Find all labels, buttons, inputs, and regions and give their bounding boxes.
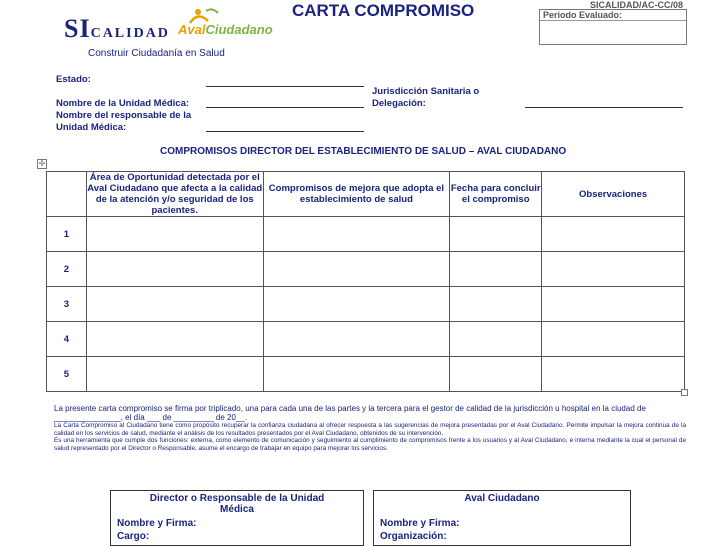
table-row	[47, 357, 685, 392]
director-title-2: Médica	[220, 504, 254, 515]
observaciones-cell[interactable]	[542, 322, 685, 357]
observaciones-cell[interactable]	[542, 357, 685, 392]
aval-title: Aval Ciudadano	[464, 493, 540, 504]
logo-aval-text: Aval	[178, 22, 206, 37]
aval-ciudadano-logo	[178, 22, 273, 37]
observaciones-cell[interactable]	[542, 252, 685, 287]
fecha-cell[interactable]	[450, 357, 542, 392]
jurisdiccion-label-2: Delegación:	[372, 98, 426, 109]
estado-label: Estado:	[56, 74, 91, 85]
jurisdiccion-label-1: Jurisdicción Sanitaria o	[372, 86, 480, 97]
fecha-cell[interactable]	[450, 252, 542, 287]
row-number: 1	[47, 217, 87, 252]
estado-input[interactable]	[206, 86, 364, 87]
slogan: Construir Ciudadanía en Salud	[88, 48, 225, 59]
section-title: COMPROMISOS DIRECTOR DEL ESTABLECIMIENTO DE SALUD – AVAL CIUDADANO	[160, 146, 567, 157]
table-header-row	[47, 172, 685, 217]
page-title: CARTA COMPROMISO	[292, 1, 475, 20]
period-input[interactable]	[541, 22, 685, 43]
header-number	[47, 172, 87, 217]
aval-name-label: Nombre y Firma:	[380, 518, 460, 529]
paragraph-small-1: La Carta Compromiso al Ciudadano tiene como propósito recuperar la confianza ciudadana al ofrecer respuesta a las sugerencias de mejora presentadas por el Aval Ciudadano. Permite impulsar la mejora continua de la calidad en los servicios de salud, mediante el análisis de los resultados presentados por el Aval Ciudadano, obtenidos de su intervención.	[54, 422, 686, 437]
observaciones-cell[interactable]	[542, 217, 685, 252]
director-signature-box	[110, 490, 364, 546]
table-row	[47, 252, 685, 287]
compromiso-cell[interactable]	[263, 322, 450, 357]
unidad-input[interactable]	[206, 107, 364, 108]
aval-org-label: Organización:	[380, 531, 447, 542]
header-observaciones: Observaciones	[542, 172, 685, 217]
logo-ciudadano-text: Ciudadano	[205, 22, 273, 37]
legal-paragraph	[54, 404, 686, 452]
paragraph-small-2: Es una herramienta que cumple dos funciones: externa, como elemento de comunicación y seguimiento al cumplimiento de compromisos frente a los usuarios y al Aval Ciudadano, e interna mediante la cual el personal de salud representado por el Director o Responsable, asume el encargo de trabajar en equipo para mejorar los servicios.	[54, 437, 686, 452]
document-code: SICALIDAD/AC-CC/08	[590, 0, 684, 10]
table-row	[47, 322, 685, 357]
responsable-input[interactable]	[206, 131, 364, 132]
compromiso-cell[interactable]	[263, 357, 450, 392]
director-role-label: Cargo:	[117, 531, 150, 542]
paragraph-line-2: _______________, el día ___ de _________ de 20__.	[54, 413, 248, 422]
sicalidad-logo	[64, 14, 170, 44]
fecha-cell[interactable]	[450, 217, 542, 252]
area-cell[interactable]	[86, 287, 263, 322]
table-row	[47, 217, 685, 252]
header-area: Área de Oportunidad detectada por el Aval Ciudadano que afecta a la calidad de la atención y/o seguridad de los pacientes.	[87, 172, 263, 216]
commitments-table	[46, 171, 685, 392]
fecha-cell[interactable]	[450, 322, 542, 357]
responsable-label-2: Unidad Médica:	[56, 122, 127, 133]
aval-signature-box	[373, 490, 631, 546]
paragraph-line-1: La presente carta compromiso se firma por triplicado, una para cada una de las partes y la tercera para el gestor de calidad de la jurisdicción u hospital en la ciudad de	[54, 404, 646, 413]
period-box	[539, 9, 687, 45]
row-number: 4	[47, 322, 87, 357]
compromiso-cell[interactable]	[263, 287, 450, 322]
header-compromisos: Compromisos de mejora que adopta el establecimiento de salud	[263, 172, 450, 217]
compromiso-cell[interactable]	[263, 217, 450, 252]
unidad-label: Nombre de la Unidad Médica:	[56, 98, 190, 109]
area-cell[interactable]	[86, 322, 263, 357]
fecha-cell[interactable]	[450, 287, 542, 322]
responsable-label-1: Nombre del responsable de la	[56, 110, 192, 121]
area-cell[interactable]	[86, 252, 263, 287]
area-cell[interactable]	[86, 357, 263, 392]
logo-si-text: SI	[64, 14, 91, 43]
table-row	[47, 287, 685, 322]
period-divider	[540, 20, 686, 21]
period-label: Periodo Evaluado:	[543, 10, 623, 20]
observaciones-cell[interactable]	[542, 287, 685, 322]
row-number: 2	[47, 252, 87, 287]
header-fecha: Fecha para concluir el compromiso	[450, 172, 542, 217]
area-cell[interactable]	[86, 217, 263, 252]
director-title-1: Director o Responsable de la Unidad	[149, 493, 325, 504]
jurisdiccion-input[interactable]	[525, 107, 683, 108]
director-name-label: Nombre y Firma:	[117, 518, 197, 529]
row-number: 5	[47, 357, 87, 392]
table-resize-handle[interactable]	[681, 389, 688, 396]
row-number: 3	[47, 287, 87, 322]
logo-calidad-text: CALIDAD	[90, 26, 170, 41]
move-handle-icon[interactable]: ✢	[38, 159, 46, 168]
compromiso-cell[interactable]	[263, 252, 450, 287]
